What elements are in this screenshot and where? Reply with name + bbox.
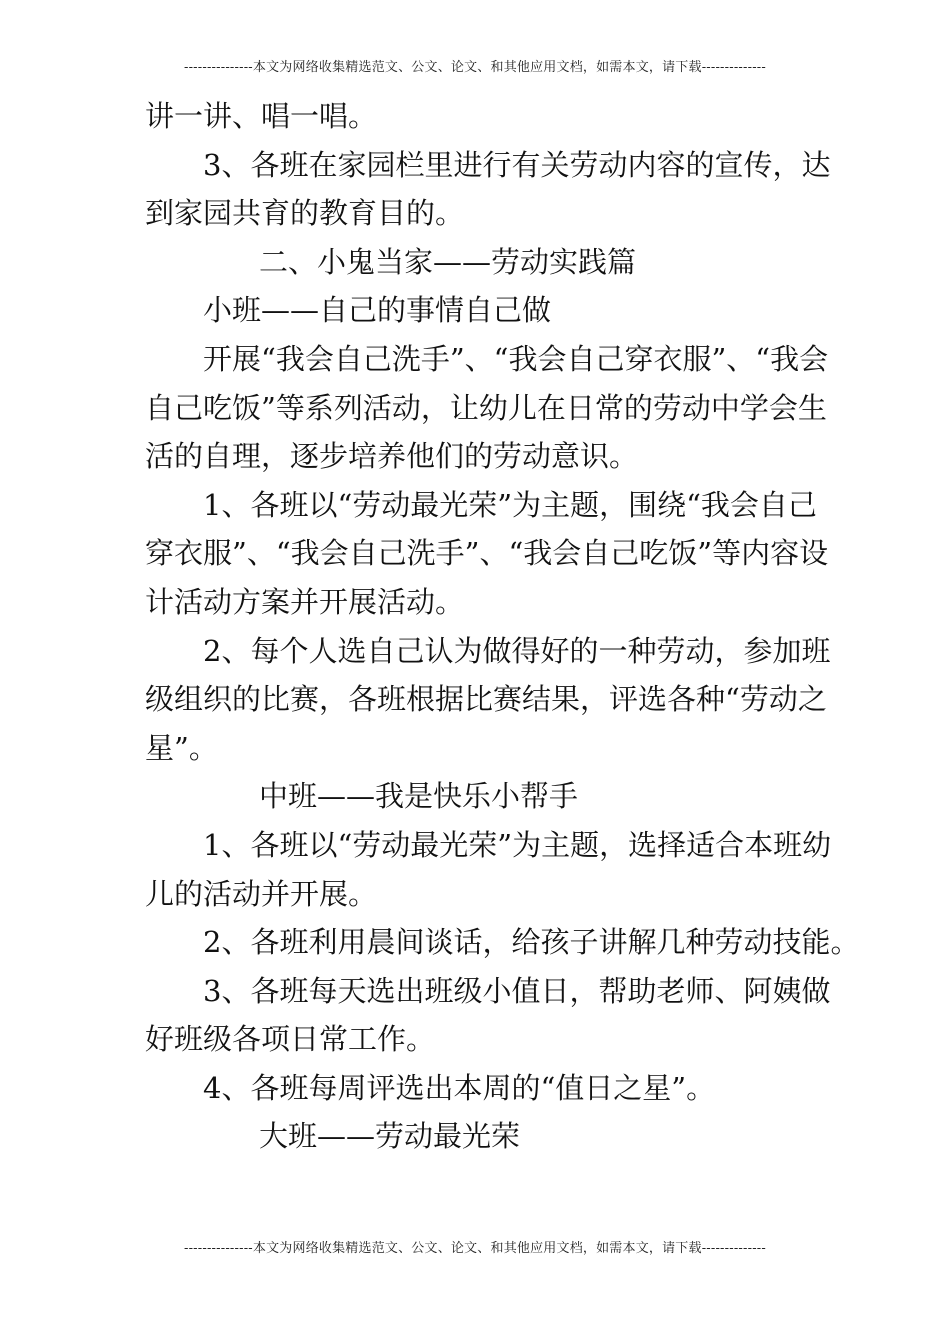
document-body	[145, 92, 860, 1161]
paragraph-line: 1、各班以“劳动最光荣”为主题，选择适合本班幼	[203, 827, 832, 862]
paragraph-line: 2、每个人选自己认为做得好的一种劳动，参加班	[203, 633, 831, 668]
paragraph-line: 星”。	[145, 730, 218, 765]
paragraph-line: 穿衣服”、“我会自己洗手”、“我会自己吃饭”等内容设	[145, 536, 829, 571]
paragraph-line: 到家园共育的教育目的。	[145, 196, 465, 231]
paragraph-line: 3、各班每天选出班级小值日，帮助老师、阿姨做	[203, 973, 831, 1008]
paragraph-line: 计活动方案并开展活动。	[145, 584, 465, 619]
paragraph-line: 开展“我会自己洗手”、“我会自己穿衣服”、“我会	[203, 341, 829, 376]
footer-banner: ---------------本文为网络收集精选范文、公文、论文、和其他应用文档，如需本文，请下载--------------	[184, 1241, 766, 1256]
paragraph-line: 4、各班每周评选出本周的“值日之星”。	[203, 1070, 716, 1105]
header-banner: ---------------本文为网络收集精选范文、公文、论文、和其他应用文档，如需本文，请下载--------------	[184, 60, 766, 75]
paragraph-line: 3、各班在家园栏里进行有关劳动内容的宣传，达	[203, 147, 831, 182]
paragraph-line: 级组织的比赛，各班根据比赛结果，评选各种“劳动之	[145, 682, 827, 717]
paragraph-line: 好班级各项日常工作。	[145, 1022, 436, 1057]
subsection-heading: 小班——自己的事情自己做	[203, 293, 552, 328]
paragraph-line: 儿的活动并开展。	[145, 876, 378, 911]
paragraph-line: 讲一讲、唱一唱。	[145, 99, 378, 133]
paragraph-line: 2、各班利用晨间谈话，给孩子讲解几种劳动技能。	[203, 925, 860, 960]
subsection-heading: 中班——我是快乐小帮手	[259, 779, 579, 814]
paragraph-line: 自己吃饭”等系列活动，让幼儿在日常的劳动中学会生	[145, 390, 827, 425]
paragraph-line: 1、各班以“劳动最光荣”为主题，围绕“我会自己	[203, 487, 817, 522]
section-heading: 二、小鬼当家——劳动实践篇	[259, 244, 637, 279]
paragraph-line: 活的自理，逐步培养他们的劳动意识。	[145, 439, 639, 474]
subsection-heading: 大班——劳动最光荣	[259, 1119, 521, 1154]
